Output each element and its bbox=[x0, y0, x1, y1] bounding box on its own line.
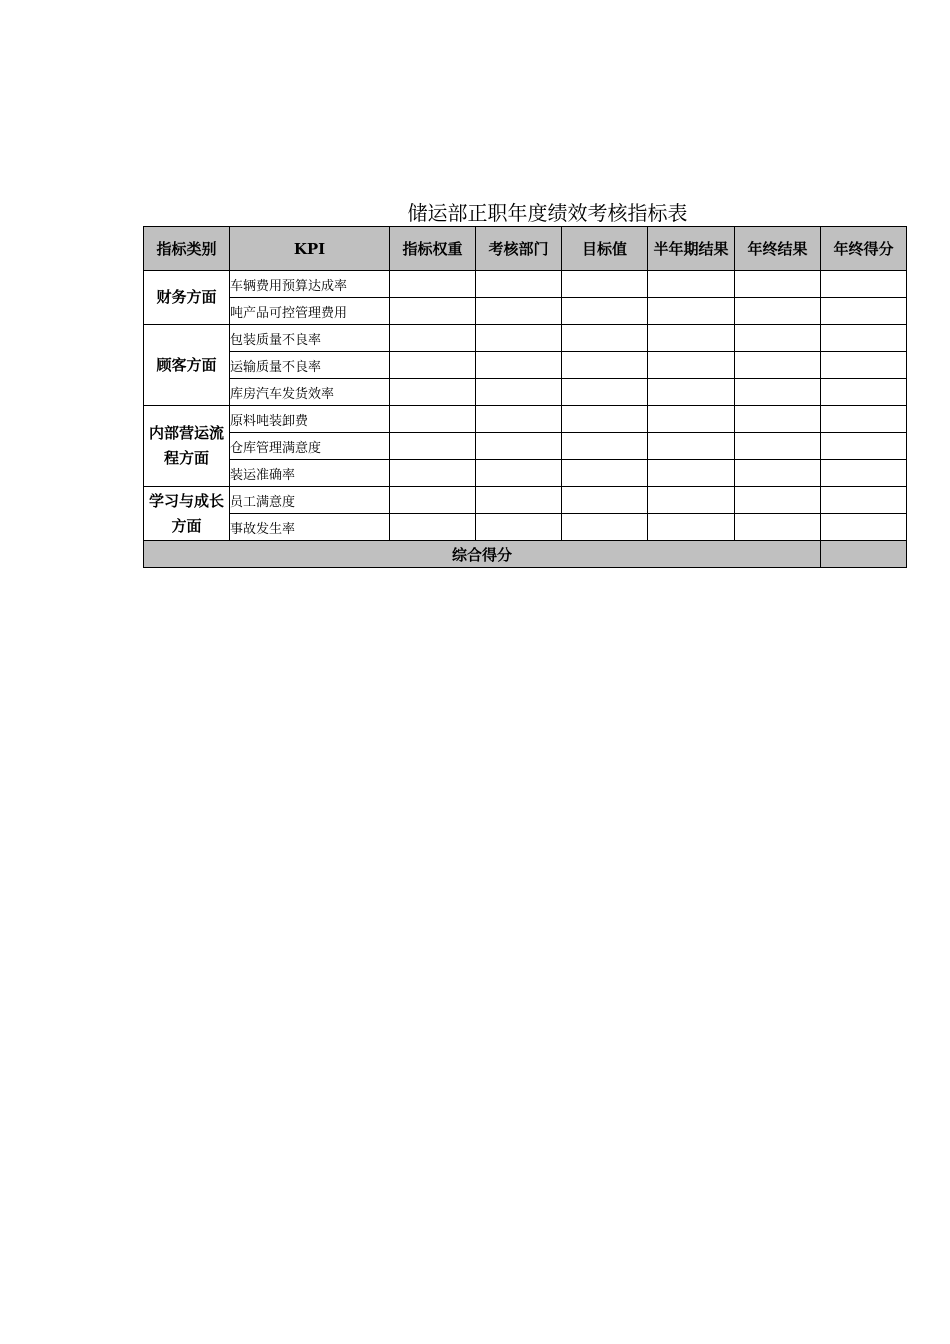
half-year-result-cell[interactable] bbox=[648, 514, 735, 541]
department-cell[interactable] bbox=[476, 460, 562, 487]
half-year-result-cell[interactable] bbox=[648, 433, 735, 460]
table-row bbox=[144, 379, 907, 406]
department-cell[interactable] bbox=[476, 298, 562, 325]
kpi-cell: 仓库管理满意度 bbox=[230, 433, 390, 460]
year-end-result-cell[interactable] bbox=[735, 352, 821, 379]
kpi-cell: 员工满意度 bbox=[230, 487, 390, 514]
year-end-score-cell[interactable] bbox=[821, 298, 907, 325]
header-half-year-result: 半年期结果 bbox=[648, 227, 735, 271]
kpi-cell: 事故发生率 bbox=[230, 514, 390, 541]
kpi-cell: 装运准确率 bbox=[230, 460, 390, 487]
department-cell[interactable] bbox=[476, 271, 562, 298]
category-cell-customer: 顾客方面 bbox=[144, 325, 230, 406]
total-score-label: 综合得分 bbox=[144, 541, 821, 568]
table-row bbox=[144, 433, 907, 460]
weight-cell[interactable] bbox=[390, 514, 476, 541]
category-cell-learning-growth: 学习与成长方面 bbox=[144, 487, 230, 541]
page-title-text: 储运部正职年度绩效考核指标表 bbox=[407, 201, 688, 225]
table-row bbox=[144, 514, 907, 541]
half-year-result-cell[interactable] bbox=[648, 379, 735, 406]
weight-cell[interactable] bbox=[390, 379, 476, 406]
page-title bbox=[143, 199, 906, 227]
target-cell[interactable] bbox=[562, 406, 648, 433]
table-row bbox=[144, 487, 907, 514]
table-row bbox=[144, 352, 907, 379]
header-target: 目标值 bbox=[562, 227, 648, 271]
year-end-result-cell[interactable] bbox=[735, 406, 821, 433]
target-cell[interactable] bbox=[562, 298, 648, 325]
year-end-score-cell[interactable] bbox=[821, 271, 907, 298]
department-cell[interactable] bbox=[476, 487, 562, 514]
year-end-result-cell[interactable] bbox=[735, 271, 821, 298]
table-row bbox=[144, 406, 907, 433]
half-year-result-cell[interactable] bbox=[648, 298, 735, 325]
department-cell[interactable] bbox=[476, 433, 562, 460]
year-end-result-cell[interactable] bbox=[735, 487, 821, 514]
header-weight: 指标权重 bbox=[390, 227, 476, 271]
year-end-score-cell[interactable] bbox=[821, 325, 907, 352]
weight-cell[interactable] bbox=[390, 487, 476, 514]
target-cell[interactable] bbox=[562, 271, 648, 298]
department-cell[interactable] bbox=[476, 514, 562, 541]
year-end-score-cell[interactable] bbox=[821, 379, 907, 406]
table-row bbox=[144, 460, 907, 487]
weight-cell[interactable] bbox=[390, 433, 476, 460]
weight-cell[interactable] bbox=[390, 352, 476, 379]
table-header-row bbox=[144, 227, 907, 271]
department-cell[interactable] bbox=[476, 352, 562, 379]
half-year-result-cell[interactable] bbox=[648, 460, 735, 487]
weight-cell[interactable] bbox=[390, 298, 476, 325]
kpi-cell: 吨产品可控管理费用 bbox=[230, 298, 390, 325]
year-end-result-cell[interactable] bbox=[735, 460, 821, 487]
weight-cell[interactable] bbox=[390, 325, 476, 352]
header-year-end-score: 年终得分 bbox=[821, 227, 907, 271]
half-year-result-cell[interactable] bbox=[648, 271, 735, 298]
total-score-cell[interactable] bbox=[821, 541, 907, 568]
weight-cell[interactable] bbox=[390, 406, 476, 433]
table-row bbox=[144, 298, 907, 325]
target-cell[interactable] bbox=[562, 514, 648, 541]
kpi-table bbox=[143, 226, 907, 568]
target-cell[interactable] bbox=[562, 325, 648, 352]
kpi-cell: 原料吨装卸费 bbox=[230, 406, 390, 433]
header-department: 考核部门 bbox=[476, 227, 562, 271]
target-cell[interactable] bbox=[562, 460, 648, 487]
weight-cell[interactable] bbox=[390, 271, 476, 298]
year-end-score-cell[interactable] bbox=[821, 352, 907, 379]
department-cell[interactable] bbox=[476, 325, 562, 352]
total-row bbox=[144, 541, 907, 568]
kpi-cell: 库房汽车发货效率 bbox=[230, 379, 390, 406]
table-row bbox=[144, 271, 907, 298]
target-cell[interactable] bbox=[562, 487, 648, 514]
half-year-result-cell[interactable] bbox=[648, 325, 735, 352]
header-kpi: KPI bbox=[230, 227, 390, 271]
year-end-score-cell[interactable] bbox=[821, 487, 907, 514]
year-end-score-cell[interactable] bbox=[821, 460, 907, 487]
year-end-result-cell[interactable] bbox=[735, 379, 821, 406]
target-cell[interactable] bbox=[562, 379, 648, 406]
year-end-result-cell[interactable] bbox=[735, 514, 821, 541]
department-cell[interactable] bbox=[476, 379, 562, 406]
department-cell[interactable] bbox=[476, 406, 562, 433]
table-row bbox=[144, 325, 907, 352]
target-cell[interactable] bbox=[562, 433, 648, 460]
header-year-end-result: 年终结果 bbox=[735, 227, 821, 271]
kpi-cell: 车辆费用预算达成率 bbox=[230, 271, 390, 298]
weight-cell[interactable] bbox=[390, 460, 476, 487]
kpi-cell: 包装质量不良率 bbox=[230, 325, 390, 352]
half-year-result-cell[interactable] bbox=[648, 406, 735, 433]
target-cell[interactable] bbox=[562, 352, 648, 379]
year-end-result-cell[interactable] bbox=[735, 325, 821, 352]
half-year-result-cell[interactable] bbox=[648, 352, 735, 379]
year-end-score-cell[interactable] bbox=[821, 514, 907, 541]
year-end-result-cell[interactable] bbox=[735, 433, 821, 460]
category-cell-finance: 财务方面 bbox=[144, 271, 230, 325]
header-category: 指标类别 bbox=[144, 227, 230, 271]
year-end-score-cell[interactable] bbox=[821, 406, 907, 433]
year-end-result-cell[interactable] bbox=[735, 298, 821, 325]
half-year-result-cell[interactable] bbox=[648, 487, 735, 514]
kpi-cell: 运输质量不良率 bbox=[230, 352, 390, 379]
category-cell-internal-process: 内部营运流程方面 bbox=[144, 406, 230, 487]
year-end-score-cell[interactable] bbox=[821, 433, 907, 460]
